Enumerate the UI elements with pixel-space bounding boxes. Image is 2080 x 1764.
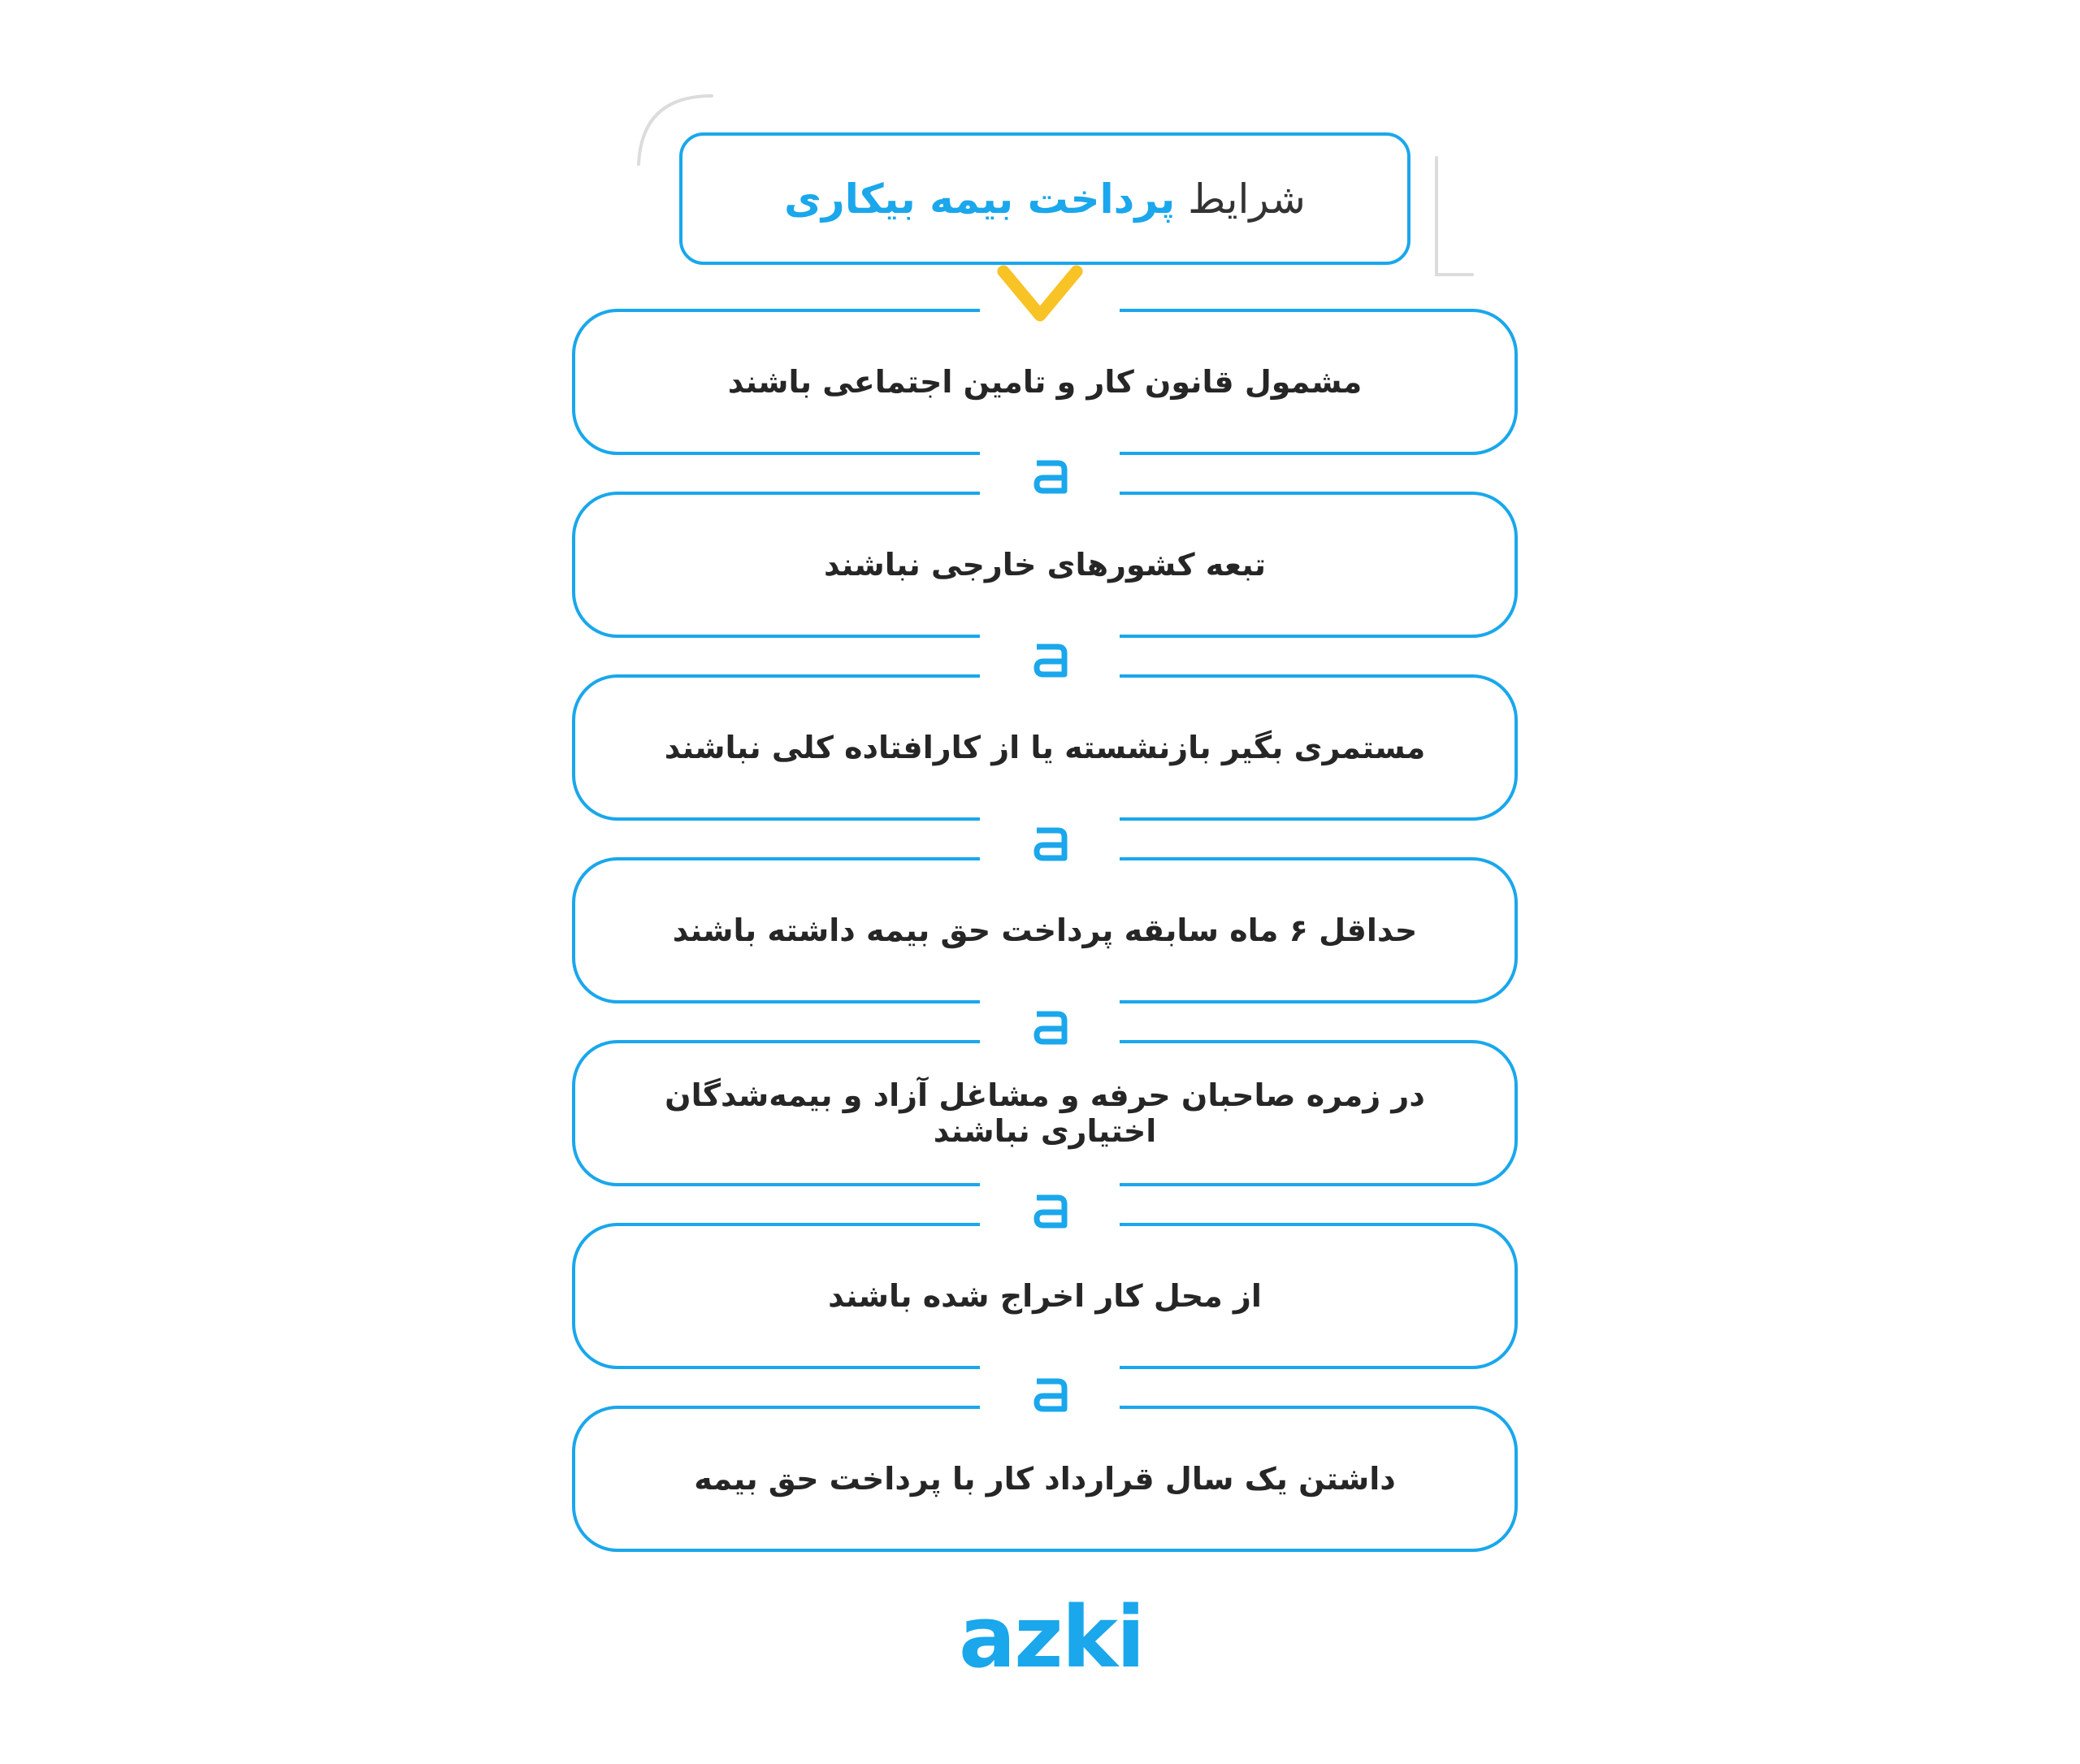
condition-text: تبعه کشورهای خارجی نباشند xyxy=(823,547,1267,583)
condition-card-5 xyxy=(572,1040,1518,1186)
condition-text: از محل کار اخراج شده باشند xyxy=(828,1278,1262,1314)
condition-card-1 xyxy=(572,309,1518,455)
condition-card-6 xyxy=(572,1223,1518,1369)
azki-a-icon xyxy=(1030,455,1071,496)
azki-a-icon xyxy=(1030,1373,1071,1414)
condition-card-4 xyxy=(572,857,1518,1003)
azki-a-icon xyxy=(1030,822,1071,863)
condition-text: داشتن یک سال قرارداد کار با پرداخت حق بیمه xyxy=(694,1461,1396,1497)
azki-a-icon xyxy=(1030,639,1071,679)
condition-text: حداقل ۶ ماه سابقه پرداخت حق بیمه داشته باشند xyxy=(672,912,1418,948)
chevron-down-icon xyxy=(995,262,1085,327)
title-highlight: پرداخت بیمه بیکاری xyxy=(784,175,1176,223)
decorative-corner-bottom-right xyxy=(1430,154,1479,284)
condition-card-2 xyxy=(572,492,1518,638)
title-prefix: شرایط xyxy=(1188,175,1306,223)
azki-a-icon xyxy=(1030,1006,1071,1047)
condition-text: مشمول قانون کار و تامین اجتماعی باشند xyxy=(727,364,1363,400)
condition-text: در زمره صاحبان حرفه و مشاغل آزاد و بیمه‌شدگان اختیاری نباشند xyxy=(665,1077,1425,1149)
condition-card-3 xyxy=(572,674,1518,821)
condition-text: مستمری بگیر بازنشسته یا از کارافتاده کلی نباشند xyxy=(664,730,1426,765)
page-title xyxy=(679,132,1410,265)
condition-card-7 xyxy=(572,1406,1518,1552)
azki-logo: azki xyxy=(959,1588,1144,1687)
azki-a-icon xyxy=(1030,1190,1071,1230)
